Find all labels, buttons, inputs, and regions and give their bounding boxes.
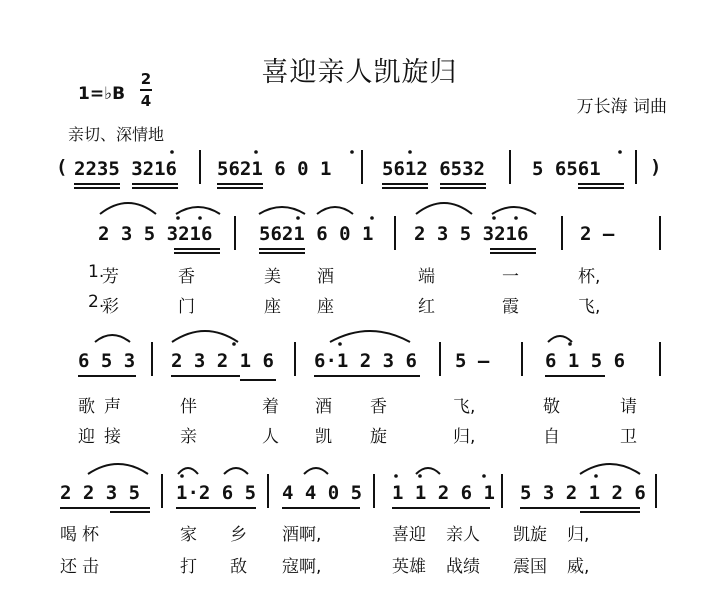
lyric: 打 xyxy=(180,557,197,577)
octave-dot xyxy=(176,216,180,220)
lyric: 杯 xyxy=(82,525,99,545)
lyric: 酒啊, xyxy=(282,525,322,545)
lyric: 歌 xyxy=(78,397,95,417)
composer-credit: 万长海 词曲 xyxy=(576,97,667,117)
s4-measure-1: 2 2 3 5 xyxy=(60,482,141,504)
octave-dot xyxy=(370,216,374,220)
lyric: 请 xyxy=(620,397,637,417)
lyric: 自 xyxy=(543,427,560,447)
lyric: 杯, xyxy=(578,267,601,287)
s3-measure-3: 6·1 2 3 6 xyxy=(314,350,417,372)
slur xyxy=(259,207,305,214)
octave-dot xyxy=(492,216,496,220)
slur xyxy=(580,464,640,474)
lyric: 香 xyxy=(370,397,387,417)
slur xyxy=(492,207,536,214)
lyric: 芳 xyxy=(102,267,119,287)
octave-dot xyxy=(254,150,258,154)
slur xyxy=(95,335,130,342)
s1-measure-3: 5612 6532 xyxy=(382,158,485,180)
lyric: 乡 xyxy=(230,525,247,545)
lyric: 敬 xyxy=(543,397,560,417)
verse-number: 2. xyxy=(88,292,105,312)
lyric: 亲人 xyxy=(446,525,480,545)
s1-measure-4: 5 6561 xyxy=(532,158,601,180)
lyric: 寇啊, xyxy=(282,557,322,577)
lyric: 战绩 xyxy=(446,557,480,577)
octave-dot xyxy=(170,150,174,154)
octave-dot xyxy=(568,342,572,346)
lyric: 家 xyxy=(180,525,197,545)
s3-measure-2: 2 3 2 1 6 xyxy=(171,350,274,372)
s4-measure-5: 5 3 2 1 2 6 xyxy=(520,482,646,504)
verse-number: 1. xyxy=(88,262,105,282)
lyric: 归, xyxy=(453,427,476,447)
octave-dot xyxy=(482,474,486,478)
lyric: 归, xyxy=(567,525,590,545)
octave-dot xyxy=(514,216,518,220)
octave-dot xyxy=(232,342,236,346)
slur xyxy=(548,336,572,342)
octave-dot xyxy=(418,474,422,478)
slur xyxy=(100,203,156,214)
s3-measure-1: 6 5 3 xyxy=(78,350,136,372)
lyric: 霞 xyxy=(502,297,519,317)
octave-dot xyxy=(408,150,412,154)
s2-measure-4: 2 – xyxy=(580,223,615,245)
octave-dot xyxy=(594,474,598,478)
lyric: 还 xyxy=(60,557,77,577)
s3-measure-4: 5 – xyxy=(455,350,490,372)
lyric: 喜迎 xyxy=(392,525,426,545)
lyric: 接 xyxy=(104,427,121,447)
s3-measure-5: 6 1 5 6 xyxy=(545,350,626,372)
slur xyxy=(330,331,410,342)
lyric: 端 xyxy=(418,267,435,287)
slur xyxy=(172,331,238,342)
slur xyxy=(317,207,353,214)
s2-measure-2: 5621 6 0 1 xyxy=(259,223,374,245)
lyric: 震国 xyxy=(513,557,547,577)
lyric: 凯旋 xyxy=(513,525,547,545)
lyric: 飞, xyxy=(453,397,476,417)
lyric: 击 xyxy=(82,557,99,577)
lyric: 飞, xyxy=(578,297,601,317)
lyric: 伴 xyxy=(180,397,197,417)
lyric: 座 xyxy=(264,297,281,317)
s2-measure-1: 2 3 5 3216 xyxy=(98,223,213,245)
lyric: 卫 xyxy=(620,427,637,447)
lyric: 彩 xyxy=(102,297,119,317)
lyric: 凯 xyxy=(315,427,332,447)
lyric: 迎 xyxy=(78,427,95,447)
lyric: 一 xyxy=(502,267,519,287)
slur xyxy=(88,464,148,474)
octave-dot xyxy=(618,150,622,154)
lyric: 声 xyxy=(104,397,121,417)
tempo-marking: 亲切、深情地 xyxy=(68,125,165,144)
lyric: 敌 xyxy=(230,557,247,577)
lyric: 英雄 xyxy=(392,557,426,577)
slur xyxy=(224,468,248,474)
s1-measure-1: 2235 3216 xyxy=(74,158,177,180)
song-title: 喜迎亲人凯旋归 xyxy=(261,57,458,88)
lyric: 人 xyxy=(262,427,279,447)
slur xyxy=(416,203,472,214)
s4-measure-3: 4 4 0 5 xyxy=(282,482,363,504)
lyric: 酒 xyxy=(315,397,332,417)
s2-measure-3: 2 3 5 3216 xyxy=(414,223,529,245)
octave-dot xyxy=(350,150,354,154)
intro-close-paren: ) xyxy=(650,156,662,178)
key-signature: 1=♭B xyxy=(78,84,126,104)
slur xyxy=(178,468,198,474)
s4-measure-4: 1 1 2 6 1 xyxy=(392,482,495,504)
octave-dot xyxy=(296,216,300,220)
lyric: 喝 xyxy=(60,525,77,545)
lyric: 亲 xyxy=(180,427,197,447)
time-top: 2 xyxy=(140,70,152,88)
lyric: 着 xyxy=(262,397,279,417)
lyric: 旋 xyxy=(370,427,387,447)
octave-dot xyxy=(198,216,202,220)
lyric: 门 xyxy=(178,297,195,317)
lyric: 红 xyxy=(418,297,435,317)
octave-dot xyxy=(180,474,184,478)
slur xyxy=(416,468,440,474)
intro-open-paren: ( xyxy=(56,156,68,178)
s1-measure-2: 5621 6 0 1 xyxy=(217,158,332,180)
octave-dot xyxy=(338,342,342,346)
s4-measure-2: 1·2 6 5 xyxy=(176,482,257,504)
lyric: 美 xyxy=(264,267,281,287)
octave-dot xyxy=(394,474,398,478)
lyric: 威, xyxy=(567,557,590,577)
time-bottom: 4 xyxy=(140,92,152,110)
slur xyxy=(176,207,220,214)
slur xyxy=(304,468,328,474)
lyric: 座 xyxy=(317,297,334,317)
lyric: 香 xyxy=(178,267,195,287)
lyric: 酒 xyxy=(317,267,334,287)
